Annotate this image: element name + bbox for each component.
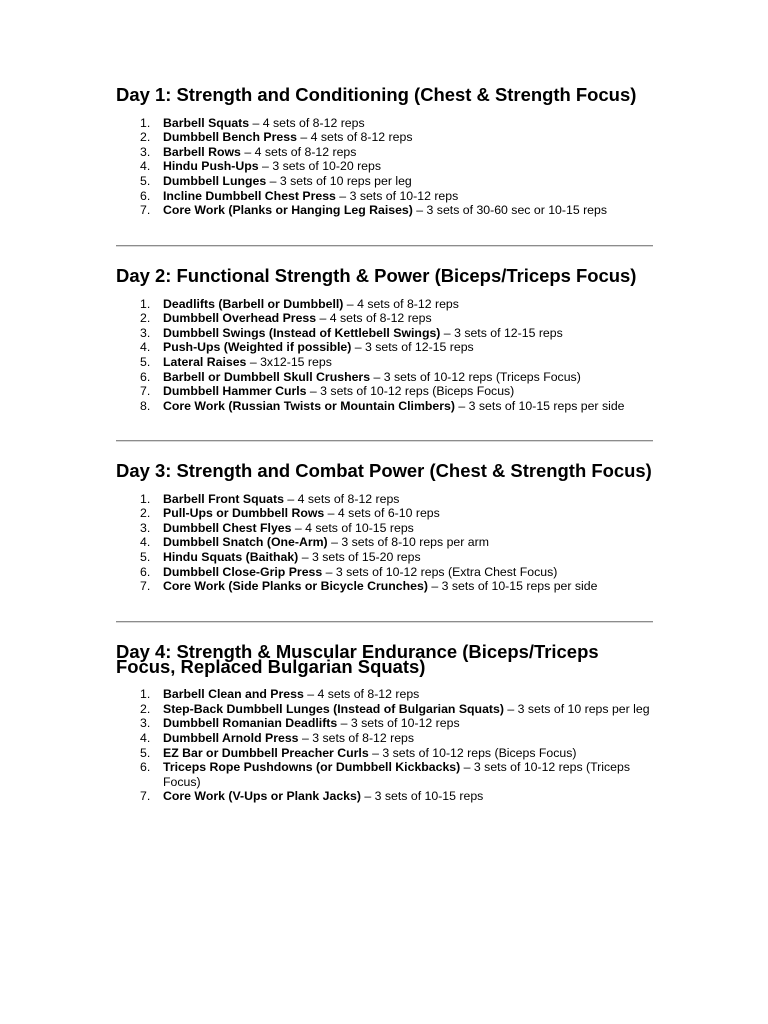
exercise-name: Incline Dumbbell Chest Press: [163, 188, 336, 203]
exercise-name: EZ Bar or Dumbbell Preacher Curls: [163, 745, 369, 760]
exercise-name: Hindu Squats (Baithak): [163, 549, 299, 564]
exercise-detail: – 3 sets of 30-60 sec or 10-15 reps: [412, 203, 608, 218]
list-item: [116, 297, 656, 312]
day-title: Day 2: Functional Strength & Power (Biceps/Triceps Focus): [116, 265, 637, 286]
item-number: 5.: [140, 745, 151, 760]
item-number: 5.: [140, 549, 151, 564]
section-divider: [116, 621, 653, 623]
exercise-detail: – 4 sets of 8-12 reps: [249, 115, 365, 130]
list-item: [116, 746, 656, 761]
exercise-name: Barbell Rows: [163, 144, 241, 159]
item-number: 7.: [140, 789, 151, 804]
exercise-list: [116, 116, 656, 218]
list-item: [116, 203, 656, 218]
item-number: 4.: [140, 730, 151, 745]
exercise-detail: – 4 sets of 8-12 reps: [283, 491, 400, 506]
exercise-detail: – 3 sets of 10-12 reps: [335, 188, 459, 203]
day-4-section: [116, 641, 656, 804]
list-item: [116, 370, 656, 385]
exercise-detail: – 3 sets of 10-15 reps: [360, 789, 484, 804]
list-item: [116, 311, 656, 326]
exercise-detail: – 3 sets of 10-12 reps (Biceps Focus): [306, 384, 515, 399]
exercise-name: Dumbbell Lunges: [163, 173, 267, 188]
exercise-name: Core Work (Russian Twists or Mountain Climbers): [163, 398, 455, 413]
exercise-name: Hindu Push-Ups: [163, 159, 259, 174]
item-number: 3.: [140, 144, 151, 159]
exercise-detail: – 4 sets of 8-12 reps: [296, 130, 413, 145]
exercise-list: [116, 492, 656, 594]
exercise-detail: – 3 sets of 12-15 reps: [351, 340, 474, 355]
exercise-name: Core Work (V-Ups or Plank Jacks): [163, 789, 361, 804]
item-number: 6.: [140, 369, 151, 384]
item-number: 2.: [140, 506, 151, 521]
day-title: Day 1: Strength and Conditioning (Chest & Strength Focus): [116, 84, 637, 105]
list-item: [116, 340, 656, 355]
exercise-name: Dumbbell Close-Grip Press: [163, 564, 323, 579]
exercise-list: [116, 297, 656, 414]
list-item: [116, 384, 656, 399]
item-number: 6.: [140, 760, 151, 775]
exercise-detail: – 3x12-15 reps: [246, 354, 332, 369]
list-item: [116, 550, 656, 565]
day-1-section: [116, 84, 656, 218]
exercise-name: Triceps Rope Pushdowns (or Dumbbell Kickbacks): [163, 760, 461, 775]
item-number: 3.: [140, 520, 151, 535]
exercise-detail: – 3 sets of 15-20 reps: [298, 549, 421, 564]
exercise-name: Barbell Front Squats: [163, 491, 284, 506]
exercise-name: Push-Ups (Weighted if possible): [163, 340, 352, 355]
item-number: 4.: [140, 159, 151, 174]
exercise-name: Barbell or Dumbbell Skull Crushers: [163, 369, 371, 384]
item-number: 2.: [140, 701, 151, 716]
exercise-name: Core Work (Planks or Hanging Leg Raises): [163, 203, 413, 218]
section-divider: [116, 245, 653, 247]
day-2-section: [116, 265, 656, 413]
day-3-section: [116, 460, 656, 594]
item-number: 2.: [140, 130, 151, 145]
exercise-name: Dumbbell Hammer Curls: [163, 384, 307, 399]
list-item: [116, 565, 656, 580]
item-number: 7.: [140, 203, 151, 218]
item-number: 5.: [140, 354, 151, 369]
list-item: [116, 326, 656, 341]
list-item: [116, 506, 656, 521]
exercise-name: Pull-Ups or Dumbbell Rows: [163, 506, 325, 521]
list-item: [116, 579, 656, 594]
exercise-name: Step-Back Dumbbell Lunges (Instead of Bulgarian Squats): [163, 701, 504, 716]
exercise-detail: – 4 sets of 8-12 reps: [316, 311, 432, 326]
list-item: [116, 687, 656, 702]
list-item: [116, 535, 656, 550]
item-number: 1.: [140, 115, 151, 130]
item-number: 7.: [140, 384, 151, 399]
list-item: [116, 145, 656, 160]
section-divider: [116, 440, 653, 442]
exercise-name: Barbell Squats: [163, 115, 250, 130]
exercise-name: Barbell Clean and Press: [163, 687, 304, 702]
item-number: 6.: [140, 564, 151, 579]
exercise-detail: – 3 sets of 10 reps per leg: [503, 701, 650, 716]
list-item: [116, 116, 656, 131]
day-title: Day 3: Strength and Combat Power (Chest & Strength Focus): [116, 460, 652, 481]
list-item: [116, 492, 656, 507]
exercise-name: Dumbbell Chest Flyes: [163, 520, 292, 535]
exercise-name: Dumbbell Overhead Press: [163, 311, 317, 326]
exercise-detail: – 4 sets of 10-15 reps: [291, 520, 414, 535]
item-number: 8.: [140, 398, 151, 413]
exercise-name: Dumbbell Snatch (One-Arm): [163, 535, 328, 550]
list-item: [116, 702, 656, 717]
exercise-detail: – 3 sets of 10-12 reps (Triceps Focus): [370, 369, 581, 384]
item-number: 4.: [140, 535, 151, 550]
exercise-detail: – 3 sets of 10-12 reps (Extra Chest Focus): [322, 564, 558, 579]
exercise-name: Core Work (Side Planks or Bicycle Crunches): [163, 579, 428, 594]
item-number: 1.: [140, 687, 151, 702]
item-number: 4.: [140, 340, 151, 355]
list-item: [116, 399, 656, 414]
exercise-list: [116, 687, 656, 804]
exercise-detail: – 4 sets of 6-10 reps: [324, 506, 440, 521]
list-item: [116, 716, 656, 731]
item-number: 2.: [140, 311, 151, 326]
exercise-detail: – 4 sets of 8-12 reps: [343, 296, 459, 311]
list-item: [116, 159, 656, 174]
list-item: [116, 760, 656, 789]
list-item: [116, 189, 656, 204]
exercise-detail: – 4 sets of 8-12 reps: [303, 687, 420, 702]
item-number: 1.: [140, 296, 151, 311]
exercise-name: Dumbbell Bench Press: [163, 130, 297, 145]
exercise-name: Dumbbell Romanian Deadlifts: [163, 716, 338, 731]
exercise-detail: – 3 sets of 10-12 reps (Triceps Focus): [163, 760, 630, 789]
exercise-detail: – 3 sets of 8-12 reps: [298, 730, 415, 745]
exercise-detail: – 3 sets of 10 reps per leg: [266, 173, 412, 188]
exercise-detail: – 3 sets of 8-10 reps per arm: [327, 535, 489, 550]
list-item: [116, 355, 656, 370]
list-item: [116, 521, 656, 536]
exercise-name: Dumbbell Swings (Instead of Kettlebell Swings): [163, 325, 441, 340]
exercise-detail: – 3 sets of 10-12 reps: [337, 716, 460, 731]
item-number: 7.: [140, 579, 151, 594]
item-number: 3.: [140, 716, 151, 731]
list-item: [116, 174, 656, 189]
list-item: [116, 731, 656, 746]
exercise-detail: – 3 sets of 12-15 reps: [440, 325, 563, 340]
item-number: 6.: [140, 188, 151, 203]
item-number: 3.: [140, 325, 151, 340]
exercise-name: Lateral Raises: [163, 354, 247, 369]
item-number: 5.: [140, 173, 151, 188]
exercise-detail: – 4 sets of 8-12 reps: [240, 144, 357, 159]
exercise-detail: – 3 sets of 10-15 reps per side: [454, 398, 625, 413]
exercise-name: Deadlifts (Barbell or Dumbbell): [163, 296, 344, 311]
list-item: [116, 789, 656, 804]
exercise-detail: – 3 sets of 10-15 reps per side: [427, 579, 598, 594]
item-number: 1.: [140, 491, 151, 506]
exercise-detail: – 3 sets of 10-12 reps (Biceps Focus): [368, 745, 577, 760]
list-item: [116, 130, 656, 145]
exercise-name: Dumbbell Arnold Press: [163, 730, 299, 745]
day-title: Day 4: Strength & Muscular Endurance (Biceps/Triceps Focus, Replaced Bulgarian Squats): [116, 641, 599, 677]
exercise-detail: – 3 sets of 10-20 reps: [258, 159, 381, 174]
